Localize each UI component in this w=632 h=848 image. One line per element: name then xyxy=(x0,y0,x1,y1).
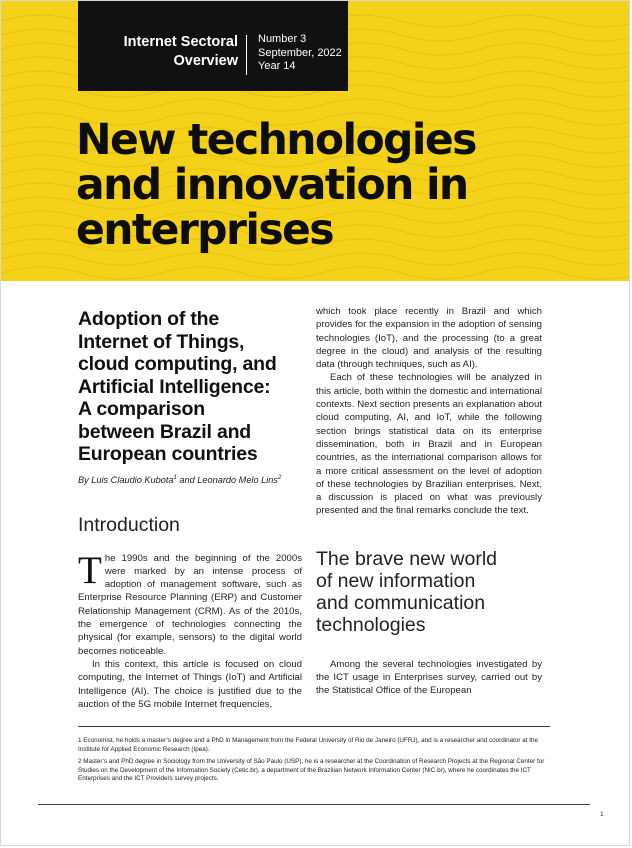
section-2-heading xyxy=(316,548,542,636)
right-column xyxy=(316,305,542,698)
article-title-line: European countries xyxy=(78,443,258,465)
article-title-line: cloud computing, and xyxy=(78,353,277,375)
drop-cap: T xyxy=(78,548,102,592)
intro-paragraph-1 xyxy=(78,548,302,658)
main-title xyxy=(76,118,596,253)
footnote-divider xyxy=(78,726,550,727)
issue-year: Year 14 xyxy=(258,60,296,72)
section-2-heading-line: and communication xyxy=(316,591,486,614)
authors-mid: and Leonardo Melo Lins xyxy=(176,474,278,485)
intro-paragraph-2: In this context, this article is focused on cloud computing, the Internet of Things (IoT) and Artificial Intelligence (AI). The choice is justified due to the auction of the 5G mobile Internet frequencies, xyxy=(78,658,302,710)
paragraph-3: Each of these technologies will be analyzed in this article, both within the domestic and international contexts. Next section presents an explanation about cloud computing, AI, and IoT, while the following section brings statistical data on its enterprise dissemination, both in Brazil and in European countries, as the international comparison allows for a more critical assessment on the level of adoption of these technologies by Brazilian enterprises. Next, a discussion is placed on what was previously presented and the final remarks conclude the text. xyxy=(316,372,542,517)
issue-info xyxy=(258,33,342,74)
authors-prefix: By Luis Claudio Kubota xyxy=(78,474,174,485)
footnote-1: 1 Economist, he holds a master’s degree and a PhD in Management from the Federal University of Rio de Janeiro (UFRJ), and is a researcher and coordinator at the Institute for Applied Economic Research (Ipea). xyxy=(78,737,539,753)
footnote-ref-1[interactable]: 1 xyxy=(173,474,177,481)
section-2-paragraph: Among the several technologies investigated by the ICT usage in Enterprises survey, carried out by the Statistical Office of the European xyxy=(316,658,542,697)
bottom-divider xyxy=(38,804,590,805)
footnote-2: 2 Master’s and PhD degree in Sociology from the University of São Paulo (USP), he is a researcher at the Coordination of Research Projects at the Regional Center for Studies on the Development of the Information Society (Cetic.br), a department of the Brazilian Network Information Center (NIC.br), where he coordinates the ICT Enterprises and the ICT Providers survey projects. xyxy=(78,758,545,783)
introduction-body xyxy=(78,548,302,712)
article-title-line: Adoption of the xyxy=(78,308,220,330)
page-number: 1 xyxy=(600,811,604,818)
section-2-heading-line: The brave new world xyxy=(316,547,498,570)
main-title-line: enterprises xyxy=(76,206,333,255)
section-2-heading-line: technologies xyxy=(316,613,426,636)
article-title-line: between Brazil and xyxy=(78,420,252,443)
issue-date: September, 2022 xyxy=(258,46,342,59)
publication-name-line1: Internet Sectoral xyxy=(123,34,238,50)
authors-byline xyxy=(78,472,302,486)
article-title-line: A comparison xyxy=(78,398,205,420)
issue-number: Number 3 xyxy=(258,33,307,45)
main-title-line: New technologies xyxy=(76,116,476,165)
article-title xyxy=(78,308,302,466)
left-column xyxy=(78,308,302,711)
intro-paragraph-1-text: he 1990s and the beginning of the 2000s were marked by an intense process of adoption of management software, such as Enterprise Resource Planning (ERP) and Customer Relationship Management (CRM). As of the 2010s, the emergence of technologies connecting the physical (for example, sensors) to the digital world becomes noticeable. xyxy=(78,552,302,657)
article-title-line: Artificial Intelligence: xyxy=(78,375,271,398)
footnotes xyxy=(78,737,550,788)
section-2-heading-line: of new information xyxy=(316,569,476,592)
introduction-heading: Introduction xyxy=(78,513,180,536)
footnote-ref-2[interactable]: 2 xyxy=(278,474,282,481)
article-title-line: Internet of Things, xyxy=(78,330,245,353)
badge-separator xyxy=(246,35,247,75)
publication-badge xyxy=(78,1,348,91)
main-title-line: and innovation in xyxy=(76,161,468,210)
continued-paragraph: which took place recently in Brazil and which provides for the expansion in the adoption of sensing technologies (IoT), and the processing (to a great degree in the cloud) and analysis of the resulting data (through techniques, such as AI). xyxy=(316,306,542,371)
publication-name xyxy=(78,33,238,71)
publication-name-line2: Overview xyxy=(173,53,238,69)
